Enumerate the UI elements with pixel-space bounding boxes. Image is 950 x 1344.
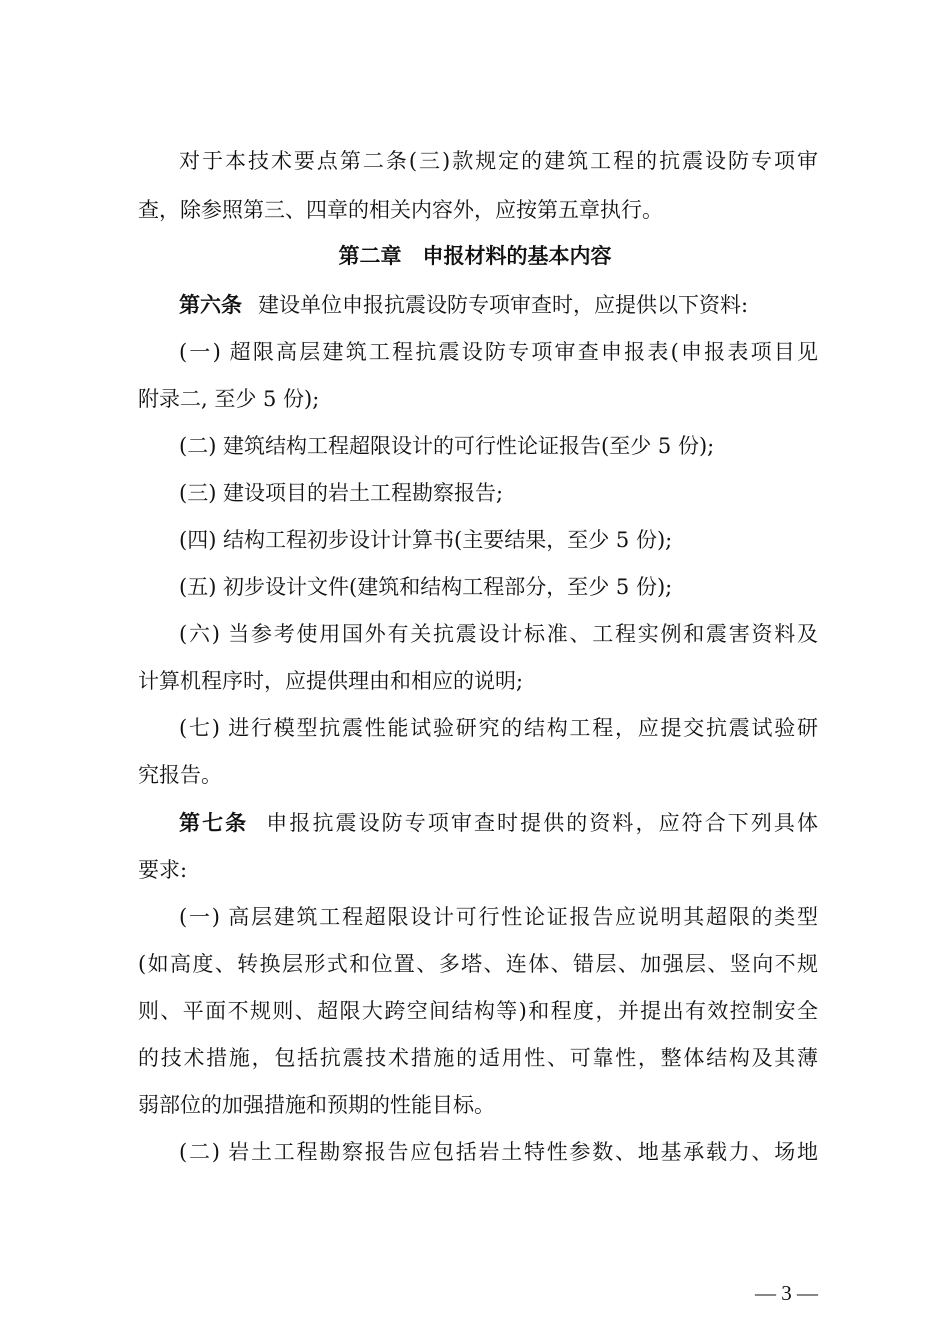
article-7-item-1-line-1: (一) 高层建筑工程超限设计可行性论证报告应说明其超限的类型 xyxy=(179,905,818,929)
article-7-item-1-line-2: (如高度、转换层形式和位置、多塔、连体、错层、加强层、竖向不规 xyxy=(138,952,818,976)
article-7-intro-line-2: 要求: xyxy=(138,858,188,882)
article-7-item-1-line-4: 的技术措施，包括抗震技术措施的适用性、可靠性，整体结构及其薄 xyxy=(138,1046,818,1070)
article-7-intro xyxy=(179,808,818,838)
intro-line-2: 查，除参照第三、四章的相关内容外，应按第五章执行。 xyxy=(138,198,663,222)
article-6-label: 第六条 xyxy=(179,293,242,317)
article-7-item-1-line-3: 则、平面不规则、超限大跨空间结构等)和程度，并提出有效控制安全 xyxy=(138,999,818,1023)
article-6-item-1-line-1: (一) 超限高层建筑工程抗震设防专项审查申报表(申报表项目见 xyxy=(179,340,818,364)
article-6-item-7-line-2: 究报告。 xyxy=(138,763,222,787)
article-6-item-6-line-1: (六) 当参考使用国外有关抗震设计标准、工程实例和震害资料及 xyxy=(179,622,818,646)
article-6-item-5: (五) 初步设计文件(建筑和结构工程部分，至少 5 份); xyxy=(179,575,673,599)
article-6-item-1-line-2: 附录二, 至少 5 份); xyxy=(138,387,320,411)
article-7-item-2-line-1: (二) 岩土工程勘察报告应包括岩土特性参数、地基承载力、场地 xyxy=(179,1140,818,1164)
article-6-item-2: (二) 建筑结构工程超限设计的可行性论证报告(至少 5 份); xyxy=(179,434,715,458)
article-6-text: 建设单位申报抗震设防专项审查时，应提供以下资料: xyxy=(258,293,749,317)
article-6-item-3: (三) 建设项目的岩土工程勘察报告; xyxy=(179,481,504,505)
page-number: — 3 — xyxy=(755,1281,818,1305)
article-7-item-1-line-5: 弱部位的加强措施和预期的性能目标。 xyxy=(138,1093,495,1117)
article-6-intro xyxy=(179,290,818,320)
article-7-label: 第七条 xyxy=(179,811,249,835)
article-6-item-4: (四) 结构工程初步设计计算书(主要结果，至少 5 份); xyxy=(179,528,673,552)
intro-line-1: 对于本技术要点第二条(三)款规定的建筑工程的抗震设防专项审 xyxy=(179,149,818,173)
article-6-item-7-line-1: (七) 进行模型抗震性能试验研究的结构工程，应提交抗震试验研 xyxy=(179,716,818,740)
chapter-title: 第二章 申报材料的基本内容 xyxy=(338,244,612,268)
article-7-text: 申报抗震设防专项审查时提供的资料，应符合下列具体 xyxy=(264,811,819,835)
article-6-item-6-line-2: 计算机程序时，应提供理由和相应的说明; xyxy=(138,669,524,693)
